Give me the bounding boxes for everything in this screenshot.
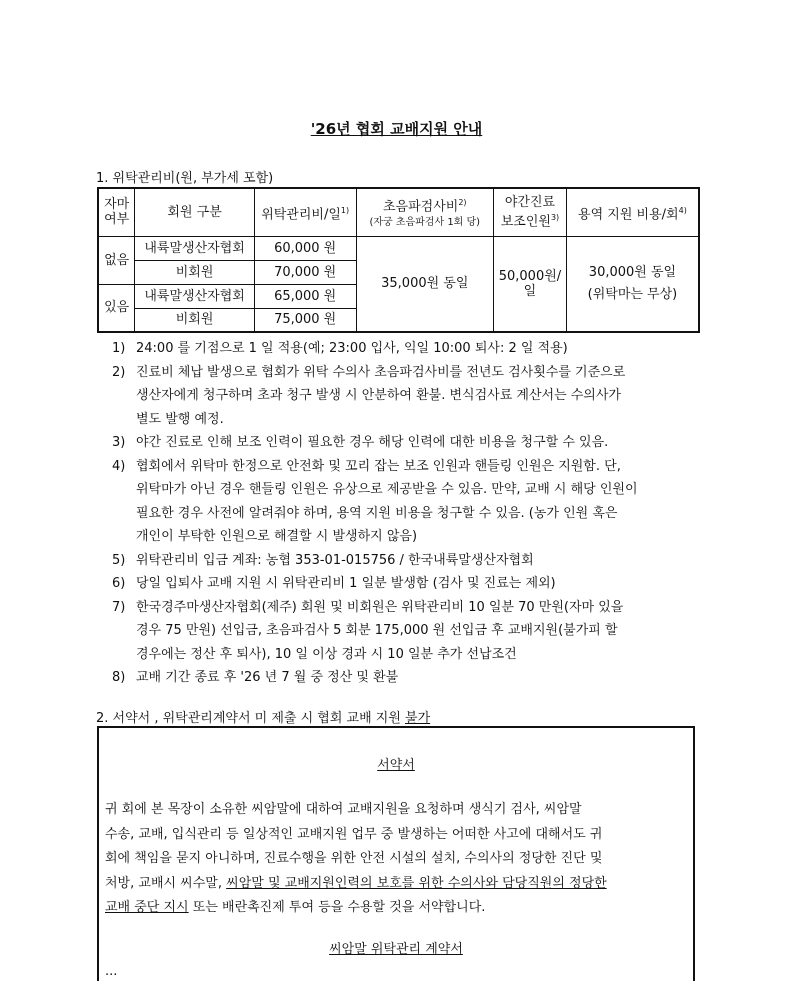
- header-fee: 위탁관리비/일$^{1)}$: [254, 188, 356, 236]
- contract-title: 씨암말 위탁관리 계약서: [329, 942, 463, 957]
- header-ultrasound: 초음파검사비$^{2)}$ (자궁 초음파검사 1회 당): [356, 188, 494, 236]
- continuation-ellipsis: ...: [105, 964, 118, 979]
- header-service-cost: 용역 지원 비용/회$^{4)}$: [566, 188, 699, 236]
- fee-cell: 60,000 원: [254, 236, 356, 260]
- fee-cell: 70,000 원: [254, 260, 356, 284]
- note-item: 6) 당일 입퇴사 교배 지원 시 위탁관리비 1 일분 발생함 (검사 및 진료는 제외): [112, 576, 556, 591]
- fee-cell: 65,000 원: [254, 284, 356, 308]
- note-item: 3) 야간 진료로 인해 보조 인력이 필요한 경우 해당 인력에 대한 비용을 청구할 수 있음.: [112, 435, 609, 450]
- note-item: 4) 협회에서 위탁마 한정으로 안전화 및 꼬리 잡는 보조 인원과 핸들링 인원은 지원함. 단, 위탁마가 아닌 경우 핸들링 인원은 유상으로 제공받을 수 있음. 만약, 교배 시 해당 인원이 필요한 경우 사전에 알려줘야 하며, 용역 지원 비용을 청구할 수 있음. (농가 인원 혹은 개인이 부탁한 인원으로 해결할 시 발생하지 않음): [112, 458, 638, 544]
- service-cost-cell: 30,000원 동일 (위탁마는 무상): [566, 236, 699, 332]
- member-cell: 내륙말생산자협회: [135, 236, 254, 260]
- note-item: 1) 24:00 를 기점으로 1 일 적용(예; 23:00 입사, 익일 10:00 퇴사: 2 일 적용): [112, 341, 568, 356]
- section1-heading: 1. 위탁관리비(원, 부가세 포함): [96, 171, 274, 186]
- night-support-cell: 50,000원/일: [494, 236, 567, 332]
- member-cell: 비회원: [135, 260, 254, 284]
- note-item: 7) 한국경주마생산자협회(제주) 회원 및 비회원은 위탁관리비 10 일분 70 만원(자마 있을 경우 75 만원) 선입금, 초음파검사 5 회분 175,000 원 선입금 후 교배지원(불가피 할 경우에는 정산 후 퇴사), 10 일 이상 경과 시 10 일분 추가 선납조건: [112, 599, 624, 662]
- notes-list: [112, 337, 702, 690]
- ultrasound-cell: 35,000원 동일: [356, 236, 494, 332]
- pledge-body: 귀 회에 본 목장이 소유한 씨암말에 대하여 교배지원을 요청하며 생식기 검사, 씨암말 수송, 교배, 입식관리 등 일상적인 교배지원 업무 중 발생하는 어떠한 사고에 대해서도 귀 회에 책임을 묻지 아니하며, 진료수행을 위한 안전 시설의 설치, 수의사의 정당한 진단 및 처방, 교배시 씨수말, 씨암말 및 교배지원인력의 보호를 위한 수의사와 담당직원의 정당한 교배 중단 지시 또는 배란촉진제 투여 등을 수용할 것을 서약합니다.: [105, 802, 607, 915]
- page-title: '26년 협회 교배지원 안내: [310, 120, 483, 138]
- header-foal: 자마 여부: [98, 188, 135, 236]
- pledge-box: [97, 726, 695, 981]
- note-item: 5) 위탁관리비 입금 계좌: 농협 353-01-015756 / 한국내륙말생산자협회: [112, 552, 534, 568]
- note-item: 2) 진료비 체납 발생으로 협회가 위탁 수의사 초음파검사비를 전년도 검사횟수를 기준으로 생산자에게 청구하며 초과 청구 발생 시 안분하여 환불. 변식검사료 계산서는 수의사가 별도 발행 예정.: [112, 364, 626, 427]
- note-item: 8) 교배 기간 종료 후 '26 년 7 월 중 정산 및 환불: [112, 670, 399, 685]
- group-label-none: 없음: [98, 236, 135, 284]
- fee-cell: 75,000 원: [254, 308, 356, 332]
- group-label-yes: 있음: [98, 284, 135, 332]
- member-cell: 비회원: [135, 308, 254, 332]
- member-cell: 내륙말생산자협회: [135, 284, 254, 308]
- fee-table: [97, 187, 700, 333]
- section2-heading: 2. 서약서 , 위탁관리계약서 미 제출 시 협회 교배 지원 불가: [96, 711, 431, 726]
- header-night-support: 야간진료 보조인원$^{3)}$: [494, 188, 567, 236]
- pledge-title: 서약서: [377, 758, 415, 773]
- header-member-type: 회원 구분: [135, 188, 254, 236]
